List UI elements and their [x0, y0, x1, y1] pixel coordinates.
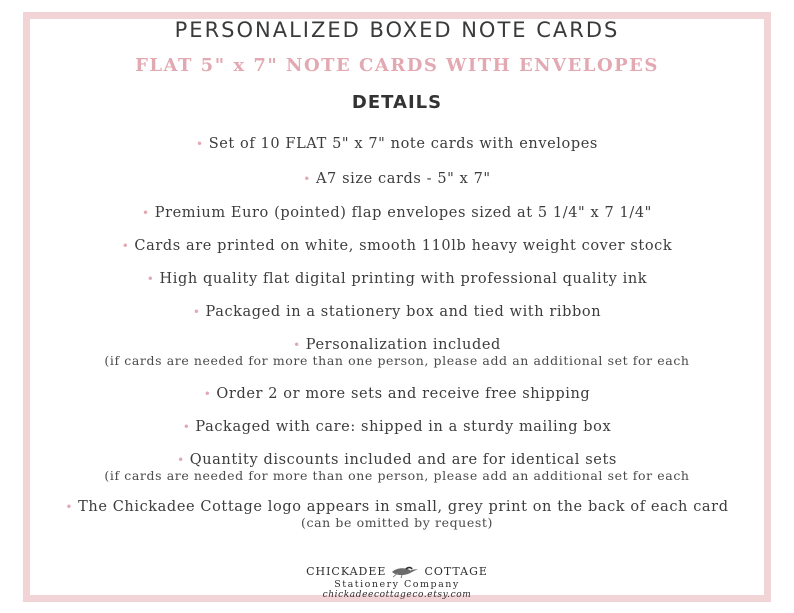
bullet-icon: •: [65, 500, 74, 514]
brand-right: COTTAGE: [424, 565, 488, 578]
page-subtitle: FLAT 5" x 7" NOTE CARDS WITH ENVELOPES: [135, 55, 659, 76]
bullet-icon: •: [192, 305, 201, 319]
list-item-note: (if cards are needed for more than one person, please add an additional set for each: [104, 353, 690, 368]
list-item-text: Cards are printed on white, smooth 110lb heavy weight cover stock: [134, 238, 673, 254]
list-item: [30, 204, 764, 222]
brand-name: [306, 565, 488, 579]
brand-url: chickadeecottageco.etsy.com: [322, 590, 472, 600]
bullet-icon: •: [196, 137, 204, 151]
list-item: [30, 135, 764, 153]
list-item: [30, 336, 764, 368]
list-item-text: Packaged in a stationery box and tied with ribbon: [205, 304, 602, 320]
list-item-text: The Chickadee Cottage logo appears in small, grey print on the back of each card: [78, 499, 729, 515]
page-title: PERSONALIZED BOXED NOTE CARDS: [174, 18, 620, 42]
list-item: [30, 451, 764, 483]
bullet-icon: •: [121, 239, 130, 253]
list-item-text: Premium Euro (pointed) flap envelopes sized at 5 1/4" x 7 1/4": [154, 205, 652, 221]
bullet-icon: •: [177, 453, 185, 467]
list-item-text: Packaged with care: shipped in a sturdy mailing box: [195, 419, 612, 435]
list-item-text: Order 2 or more sets and receive free shipping: [216, 386, 591, 402]
list-item-note: (if cards are needed for more than one person, please add an additional set for each: [104, 468, 690, 483]
list-item: [30, 270, 764, 288]
bullet-icon: •: [303, 172, 311, 186]
list-item-text: Personalization included: [305, 337, 501, 353]
bullet-icon: •: [142, 206, 150, 220]
list-item: [30, 170, 764, 188]
list-item-text: Quantity discounts included and are for identical sets: [189, 452, 617, 468]
list-item: [30, 418, 764, 436]
list-item: [30, 385, 764, 403]
bullet-icon: •: [203, 387, 212, 401]
list-item: [30, 303, 764, 321]
brand-subtitle: Stationery Company: [334, 579, 460, 590]
bullet-icon: •: [293, 338, 301, 352]
list-item-text: High quality flat digital printing with professional quality ink: [159, 271, 648, 287]
footer-logo: [0, 560, 794, 601]
list-item-text: Set of 10 FLAT 5" x 7" note cards with envelopes: [208, 136, 598, 152]
list-item-text: A7 size cards - 5" x 7": [315, 171, 491, 187]
list-item-note: (can be omitted by request): [301, 515, 493, 530]
bullet-icon: •: [182, 420, 191, 434]
section-heading: DETAILS: [351, 92, 443, 113]
list-item: [30, 237, 764, 255]
chickadee-bird-icon: [390, 565, 420, 579]
list-item: [30, 498, 764, 530]
bullet-icon: •: [146, 272, 155, 286]
brand-left: CHICKADEE: [306, 565, 387, 578]
